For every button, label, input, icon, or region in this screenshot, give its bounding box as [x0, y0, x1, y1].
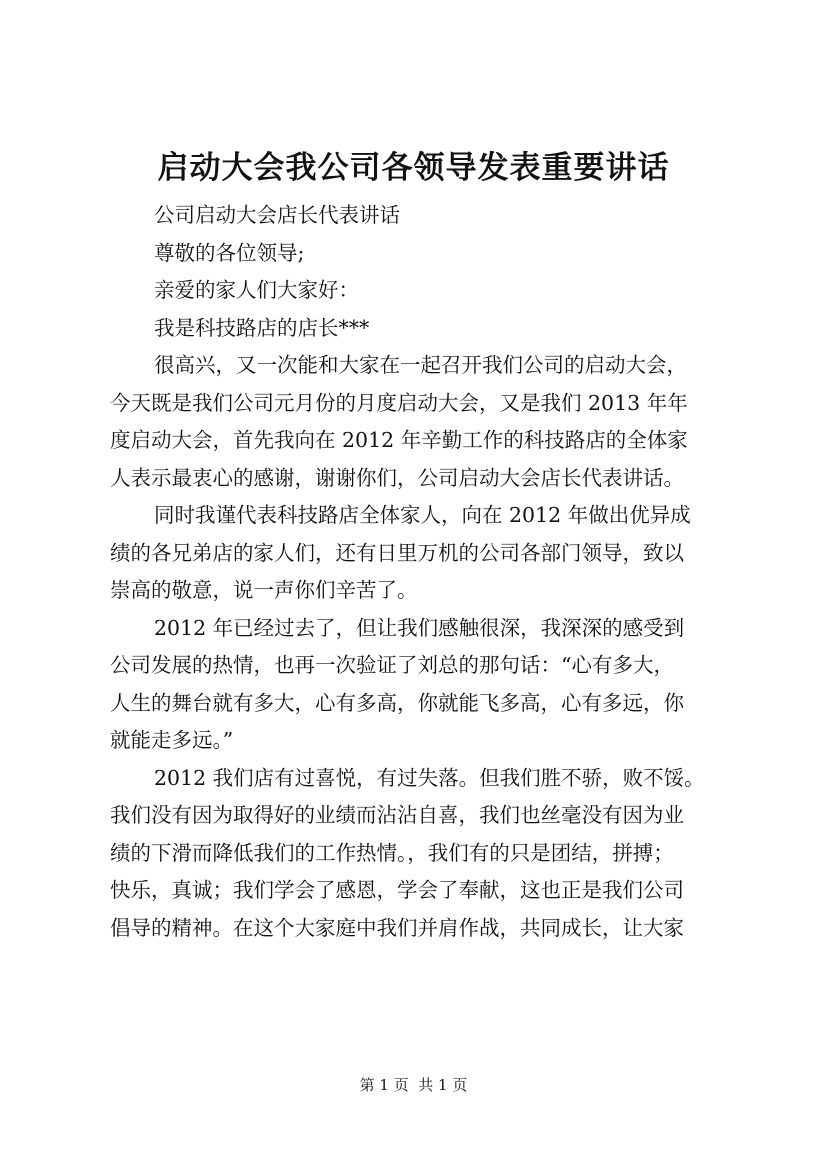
body-line: 人生的舞台就有多大，心有多高，你就能飞多高，心有多远，你: [110, 690, 684, 715]
body-line: 尊敬的各位领导;: [154, 240, 305, 265]
document-title: 启动大会我公司各领导发表重要讲话: [157, 150, 670, 186]
body-line: 我是科技路店的店长***: [154, 315, 370, 340]
body-line: 快乐，真诚；我们学会了感恩，学会了奉献，这也正是我们公司: [110, 878, 684, 902]
body-line: 2012 年已经过去了，但让我们感触很深，我深深的感受到: [154, 615, 685, 640]
body-line: 绩的下滑而降低我们的工作热情。，我们有的只是团结，拼搏；: [110, 840, 674, 865]
body-line: 公司启动大会店长代表讲话: [154, 203, 400, 227]
body-line: 度启动大会，首先我向在 2012 年辛勤工作的科技路店的全体家: [110, 428, 688, 452]
body-line: 倡导的精神。在这个大家庭中我们并肩作战，共同成长，让大家: [110, 915, 684, 940]
body-line: 很高兴，又一次能和大家在一起召开我们公司的启动大会，: [154, 353, 687, 377]
page-footer: 第 1 页 共 1 页: [359, 1076, 468, 1094]
body-line: 2012 我们店有过喜悦，有过失落。但我们胜不骄，败不馁。: [154, 765, 705, 790]
body-line: 就能走多远。”: [110, 728, 234, 752]
body-line: 同时我谨代表科技路店全体家人，向在 2012 年做出优异成: [154, 503, 691, 527]
body-line: 公司发展的热情，也再一次验证了刘总的那句话：“心有多大，: [110, 653, 674, 677]
body-line: 亲爱的家人们大家好：: [154, 278, 359, 302]
body-line: 绩的各兄弟店的家人们，还有日里万机的公司各部门领导，致以: [110, 540, 684, 565]
body-line: 今天既是我们公司元月份的月度启动大会，又是我们 2013 年年: [110, 390, 688, 415]
body-line: 崇高的敬意，说一声你们辛苦了。: [110, 578, 418, 602]
body-line: 我们没有因为取得好的业绩而沾沾自喜，我们也丝毫没有因为业: [110, 803, 684, 827]
body-line: 人表示最衷心的感谢，谢谢你们，公司启动大会店长代表讲话。: [110, 465, 684, 490]
document-body: [110, 197, 750, 947]
